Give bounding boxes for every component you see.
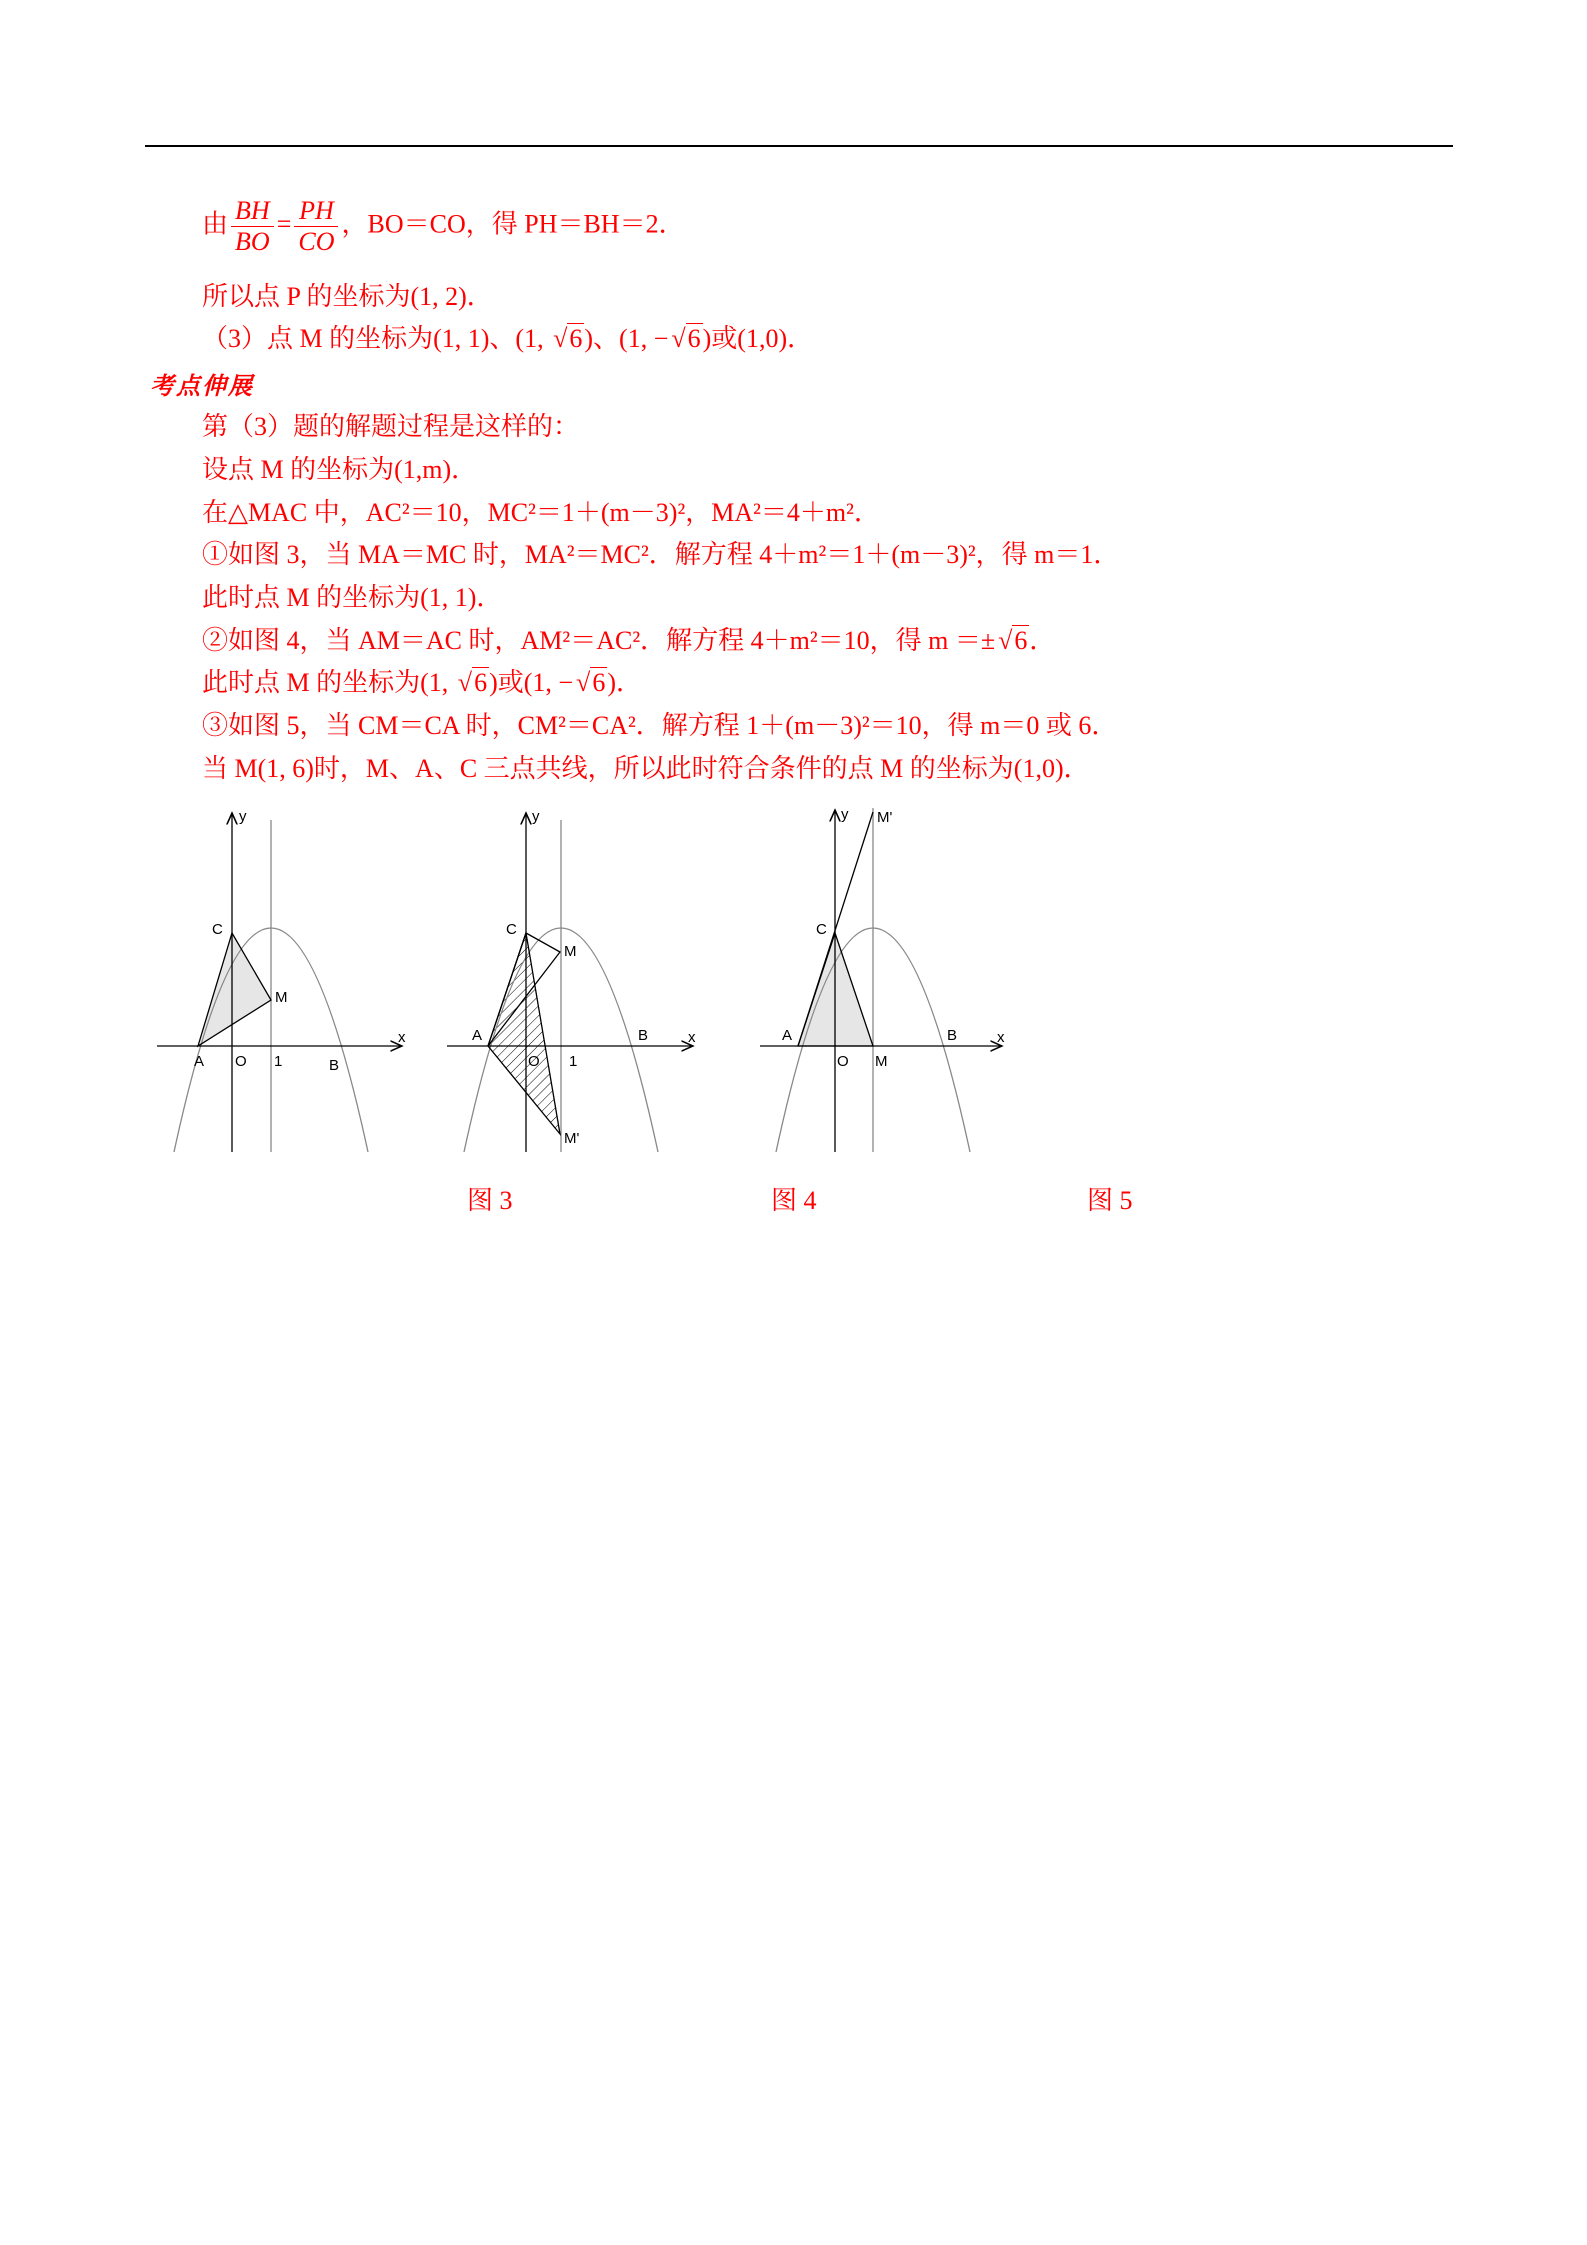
fraction-bh-bo xyxy=(231,196,274,257)
fig4-label-o: O xyxy=(528,1053,540,1070)
text-line-5: 设点 M 的坐标为(1,m)． xyxy=(202,455,478,484)
frac2-denominator: CO xyxy=(298,227,335,256)
fig5-label-c: C xyxy=(816,921,827,938)
fig3-label-x: x xyxy=(398,1029,406,1046)
fig4-label-x: x xyxy=(688,1029,696,1046)
text-line-2: 所以点 P 的坐标为(1, 2)． xyxy=(202,282,493,311)
fig4-label-mprime: M' xyxy=(564,1130,580,1147)
line3-part-c: )或(1,0)． xyxy=(702,324,814,353)
text-line-3 xyxy=(202,322,813,356)
fig5-label-mprime: M' xyxy=(877,809,893,826)
radicand: 6 xyxy=(592,668,606,697)
frac2-numerator: PH xyxy=(294,196,338,227)
fig5-label-x: x xyxy=(997,1029,1005,1046)
line3-part-a: （3）点 M 的坐标为(1, 1)、(1, xyxy=(202,324,551,353)
radicand: 6 xyxy=(474,668,488,697)
fig4-label-m: M xyxy=(564,943,577,960)
fig4-label-1: 1 xyxy=(569,1053,578,1070)
fig5-label-o: O xyxy=(837,1053,849,1070)
fig3-label-y: y xyxy=(239,808,247,825)
line9-part-a: ②如图 4，当 AM＝AC 时，AM²＝AC²．解方程 4＋m²＝10，得 m ＝± xyxy=(202,626,996,655)
fig5-label-m: M xyxy=(875,1053,888,1070)
line10-part-b: )或(1, − xyxy=(489,668,574,697)
text-line-10 xyxy=(202,666,642,700)
text-line-11: ③如图 5，当 CM＝CA 时，CM²＝CA²．解方程 1＋(m－3)²＝10，得 m＝0 或 6． xyxy=(202,711,1118,740)
caption-fig4: 图 4 xyxy=(771,1186,817,1215)
text-line-1 xyxy=(202,196,685,257)
sqrt-6-d: √6 xyxy=(457,668,488,697)
fig4-label-b: B xyxy=(638,1027,649,1044)
text-line-7: ①如图 3，当 MA＝MC 时，MA²＝MC²．解方程 4＋m²＝1＋(m－3)²，得 m＝1． xyxy=(202,540,1120,569)
header-rule xyxy=(145,145,1453,147)
fig4-hatched-triangle xyxy=(488,933,560,1134)
fig4-label-a: A xyxy=(472,1027,483,1044)
figures-svg xyxy=(150,800,1050,1170)
fig3-label-m: M xyxy=(275,989,288,1006)
fig4-label-y: y xyxy=(532,808,540,825)
fig5-label-b: B xyxy=(947,1027,958,1044)
line9-part-b: ． xyxy=(1029,626,1056,655)
fraction-ph-co xyxy=(294,196,338,257)
section-heading: 考点伸展 xyxy=(150,372,254,400)
fig3-shaded-triangle xyxy=(198,933,271,1046)
radicand: 6 xyxy=(687,324,701,353)
line1-prefix: 由 xyxy=(202,209,229,239)
fig5-label-a: A xyxy=(782,1027,793,1044)
fig5-label-y: y xyxy=(841,806,849,823)
fig3-label-1: 1 xyxy=(274,1053,283,1070)
sqrt-6-a: √6 xyxy=(553,324,583,353)
fig3-label-c: C xyxy=(212,921,223,938)
sqrt-6-b: √6 xyxy=(671,324,701,353)
figure-3 xyxy=(157,808,406,1152)
text-line-12: 当 M(1, 6)时，M、A、C 三点共线，所以此时符合条件的点 M 的坐标为(1,0)． xyxy=(202,754,1090,783)
fig3-label-a: A xyxy=(194,1053,205,1070)
text-line-8: 此时点 M 的坐标为(1, 1)． xyxy=(202,583,503,612)
radicand: 6 xyxy=(1014,626,1028,655)
figures-area xyxy=(150,800,1050,1170)
fig3-label-o: O xyxy=(235,1053,247,1070)
text-line-6: 在△MAC 中，AC²＝10，MC²＝1＋(m－3)²，MA²＝4＋m²． xyxy=(202,498,880,527)
line1-suffix: ，BO＝CO，得 PH＝BH＝2． xyxy=(341,209,685,239)
sqrt-6-e: √6 xyxy=(576,668,606,697)
fig3-label-b: B xyxy=(329,1057,340,1074)
caption-fig3: 图 3 xyxy=(467,1186,513,1215)
equals-sign: = xyxy=(276,209,292,239)
frac1-denominator: BO xyxy=(235,227,270,256)
radicand: 6 xyxy=(569,324,583,353)
text-line-4: 第（3）题的解题过程是这样的： xyxy=(202,412,580,441)
line3-part-b: )、(1, − xyxy=(584,324,669,353)
caption-fig5: 图 5 xyxy=(1087,1186,1133,1215)
frac1-numerator: BH xyxy=(231,196,274,227)
figure-4 xyxy=(447,808,696,1152)
sqrt-6-c: √6 xyxy=(998,626,1028,655)
text-line-9 xyxy=(202,624,1055,658)
line10-part-a: 此时点 M 的坐标为(1, xyxy=(202,668,455,697)
figure-5 xyxy=(760,806,1005,1152)
fig4-label-c: C xyxy=(506,921,517,938)
line10-part-c: )． xyxy=(607,668,642,697)
